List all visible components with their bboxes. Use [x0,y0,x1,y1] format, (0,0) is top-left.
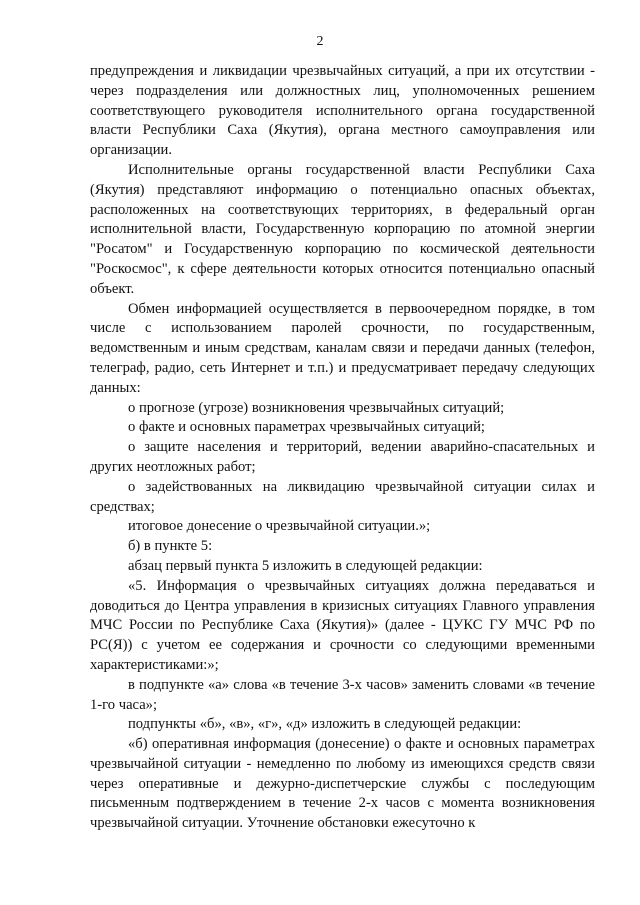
paragraph-continuation: предупреждения и ликвидации чрезвычайных ситуаций, а при их отсутствии - через подразделения или должностных лиц, уполномоченных решением соответствующего руководителя исполнительного органа государственной власти Республики Саха (Якутия), органа местного самоуправления или организации. [90,63,595,159]
list-item: о защите населения и территорий, ведении аварийно-спасательных и других неотложных работ; [90,439,595,475]
paragraph: абзац первый пункта 5 изложить в следующей редакции: [128,557,483,574]
paragraph: «5. Информация о чрезвычайных ситуациях должна передаваться и доводиться до Центра управления в кризисных ситуациях Главного управления МЧС России по Республике Саха (Якутия)» (далее - ЦУКС ГУ МЧС РФ по РС(Я)) с учетом ее содержания и срочности со следующими временными характеристиками:»; [90,577,595,673]
paragraph: Исполнительные органы государственной власти Республики Саха (Якутия) представляют информацию о потенциально опасных объектах, расположенных на соответствующих территориях, в федеральный орган исполнительной власти, Государственную корпорацию по атомной энергии "Росатом" и Государственную корпорацию по космической деятельности "Роскосмос", к сфере деятельности которых относится потенциально опасный объект. [90,161,595,297]
paragraph: «б) оперативная информация (донесение) о факте и основных параметрах чрезвычайной ситуации - немедленно по любому из имеющихся средств связи через оперативные и дежурно-диспетчерские службы с последующим письменным подтверждением в течение 2-х часов с момента возникновения чрезвычайной ситуации. Уточнение обстановки ежесуточно к [90,736,595,832]
list-item: о факте и основных параметрах чрезвычайных ситуаций; [128,419,485,436]
list-item: итоговое донесение о чрезвычайной ситуации.»; [128,518,431,535]
paragraph: подпункты «б», «в», «г», «д» изложить в следующей редакции: [128,716,522,733]
paragraph: в подпункте «а» слова «в течение 3-х часов» заменить словами «в течение 1-го часа»; [90,676,595,713]
document-body [90,62,595,834]
page-number: 2 [316,34,324,49]
list-item: о прогнозе (угрозе) возникновения чрезвычайных ситуаций; [128,399,505,416]
paragraph: б) в пункте 5: [128,538,213,555]
list-item: о задействованных на ликвидацию чрезвычайной ситуации силах и средствах; [90,478,595,515]
paragraph: Обмен информацией осуществляется в первоочередном порядке, в том числе с использованием паролей срочности, по государственным, ведомственным и иным средствам, каналам связи и передачи данных (телефон, телеграф, радио, сеть Интернет и т.п.) и предусматривает передачу следующих данных: [90,300,595,396]
